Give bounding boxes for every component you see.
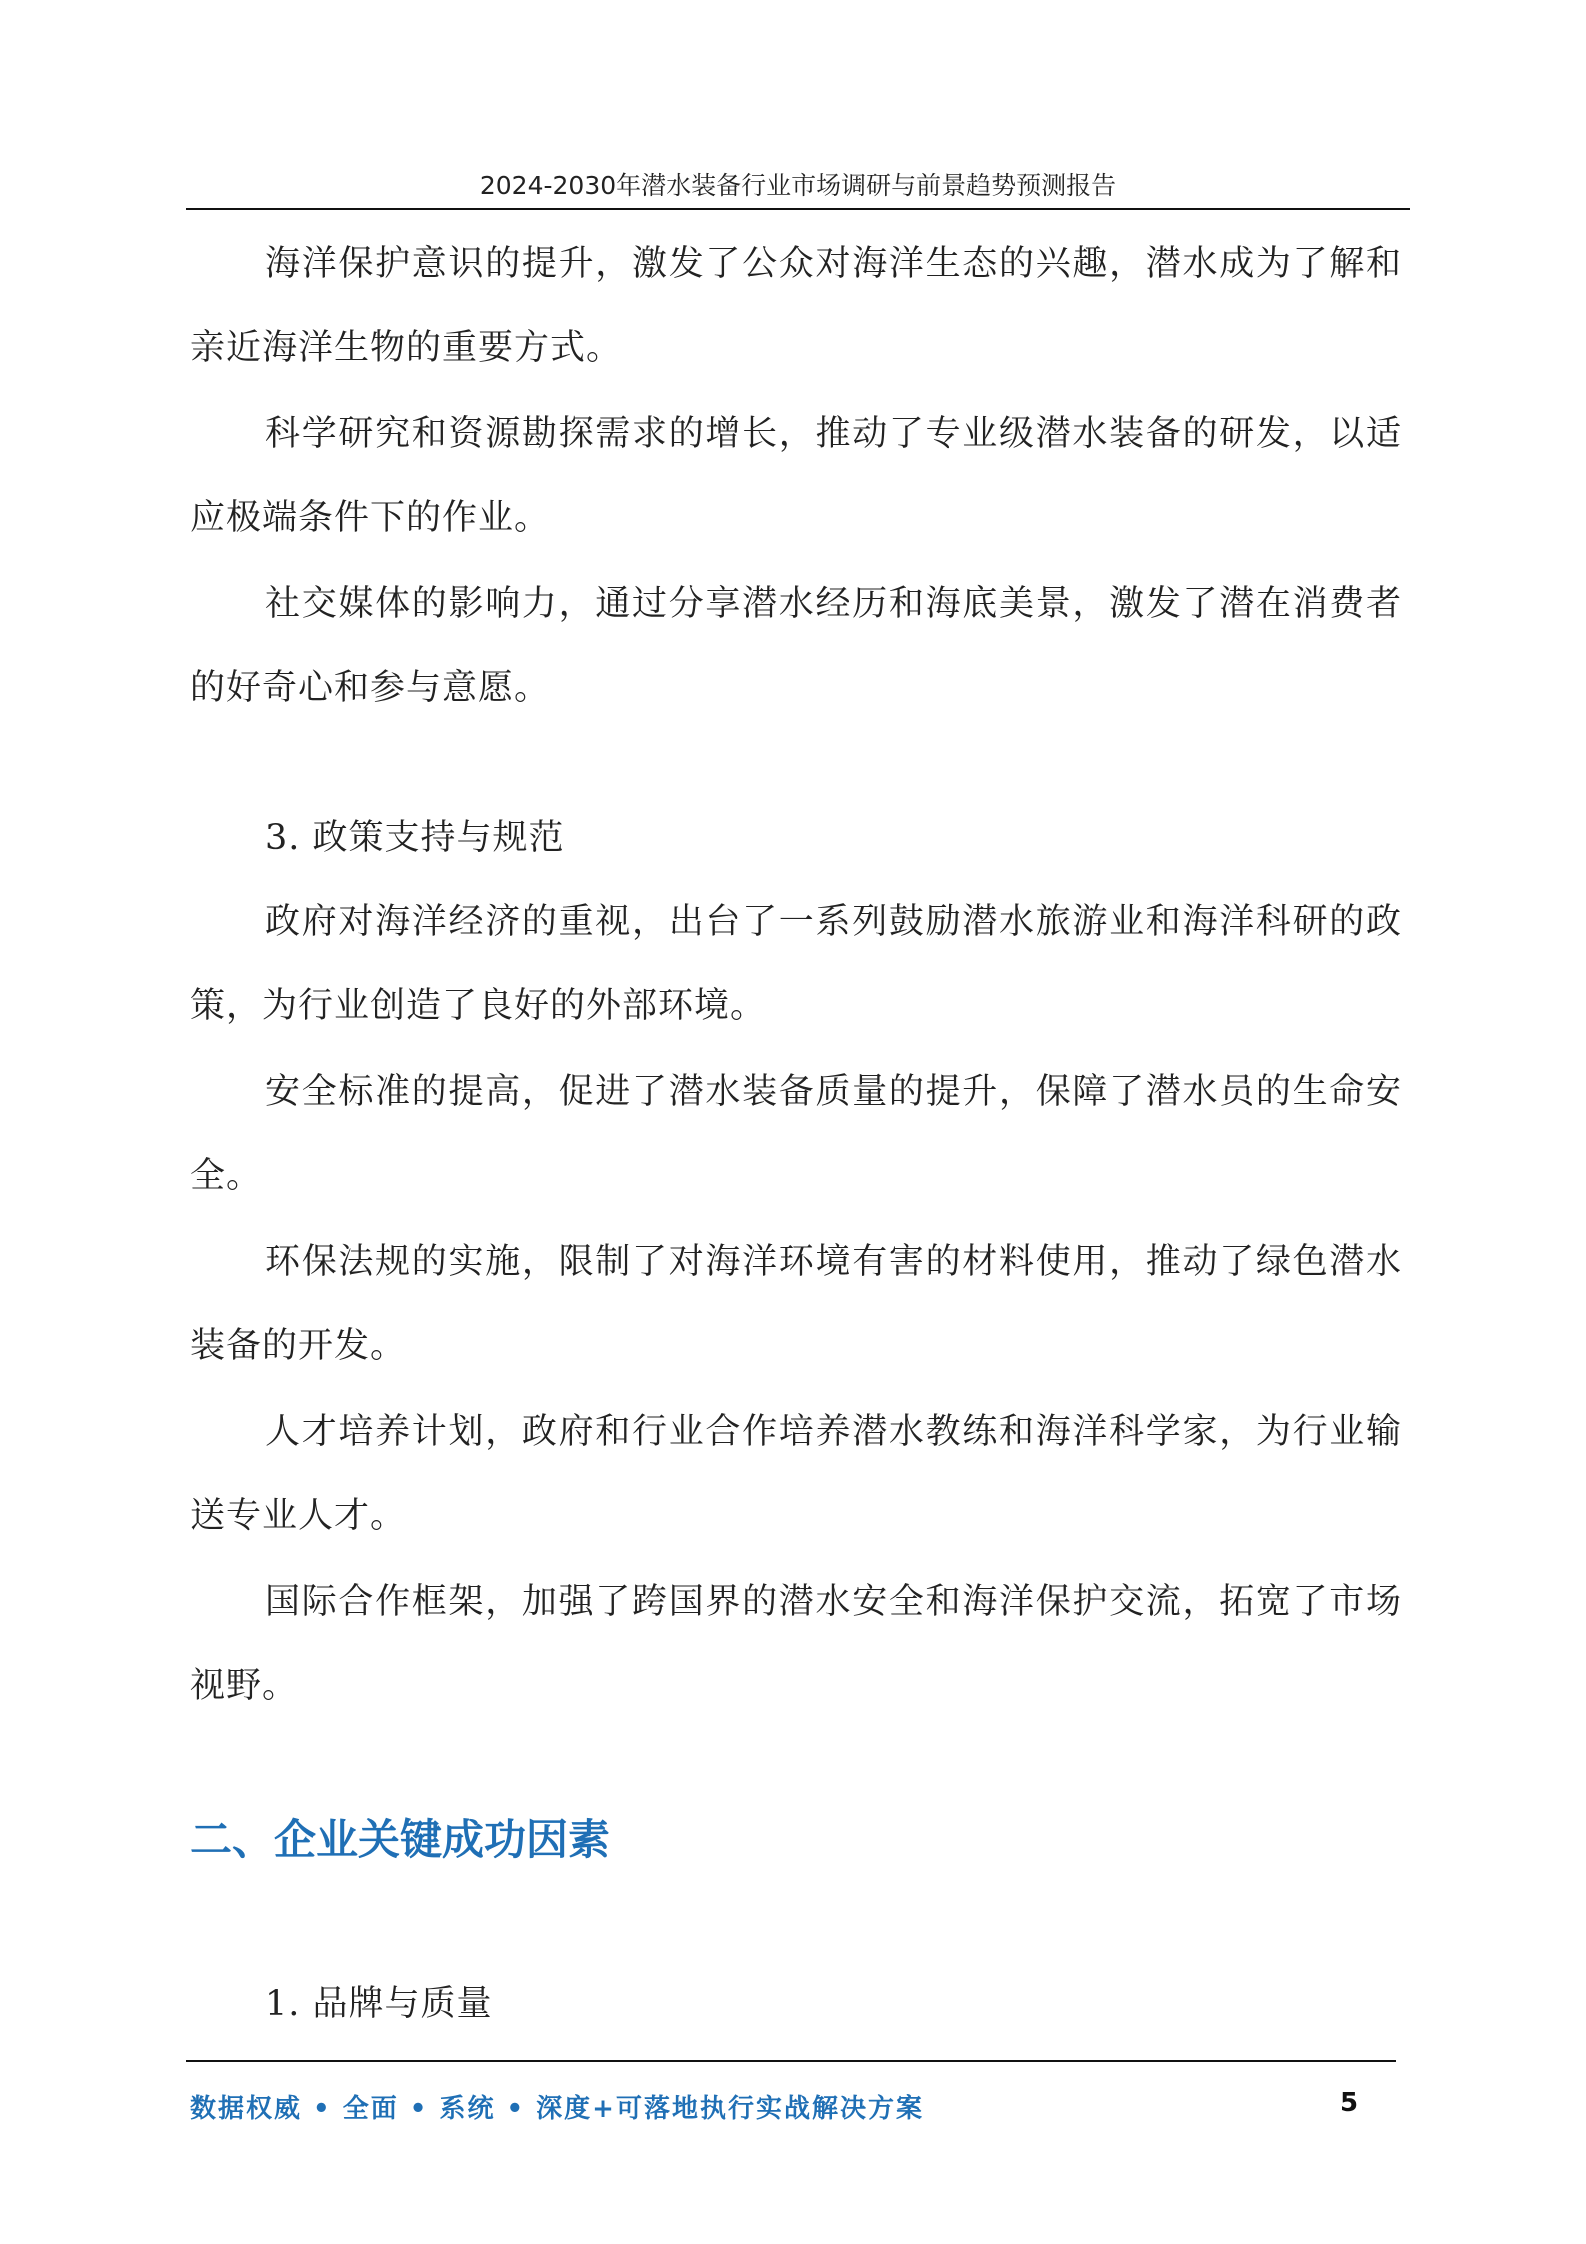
paragraph-social-media: 社交媒体的影响力，通过分享潜水经历和海底美景，激发了潜在消费者的好奇心和参与意愿。	[190, 584, 1402, 708]
paragraph-research-demand: 科学研究和资源勘探需求的增长，推动了专业级潜水装备的研发，以适应极端条件下的作业。	[190, 414, 1402, 538]
footer-divider	[186, 2060, 1396, 2062]
page-header-title: 2024-2030年潜水装备行业市场调研与前景趋势预测报告	[479, 171, 1117, 200]
page-number: 5	[1340, 2088, 1359, 2118]
paragraph-talent-training: 人才培养计划，政府和行业合作培养潜水教练和海洋科学家，为行业输送专业人才。	[190, 1412, 1402, 1536]
paragraph-international-cooperation: 国际合作框架，加强了跨国界的潜水安全和海洋保护交流，拓宽了市场视野。	[190, 1582, 1402, 1706]
subheading-brand-quality: 1. 品牌与质量	[265, 1984, 493, 2024]
paragraph-ocean-awareness: 海洋保护意识的提升，激发了公众对海洋生态的兴趣，潜水成为了解和亲近海洋生物的重要方式。	[190, 244, 1402, 368]
header-divider	[186, 208, 1410, 210]
subheading-policy-support: 3. 政策支持与规范	[265, 818, 565, 858]
section-heading-key-success-factors: 二、企业关键成功因素	[190, 1815, 611, 1864]
paragraph-environmental-regulations: 环保法规的实施，限制了对海洋环境有害的材料使用，推动了绿色潜水装备的开发。	[190, 1242, 1402, 1366]
paragraph-government-policy: 政府对海洋经济的重视，出台了一系列鼓励潜水旅游业和海洋科研的政策，为行业创造了良好的外部环境。	[190, 902, 1402, 1026]
page-content	[190, 222, 1402, 2046]
paragraph-safety-standards: 安全标准的提高，促进了潜水装备质量的提升，保障了潜水员的生命安全。	[190, 1072, 1402, 1196]
footer-slogan: 数据权威 • 全面 • 系统 • 深度+可落地执行实战解决方案	[190, 2094, 924, 2124]
